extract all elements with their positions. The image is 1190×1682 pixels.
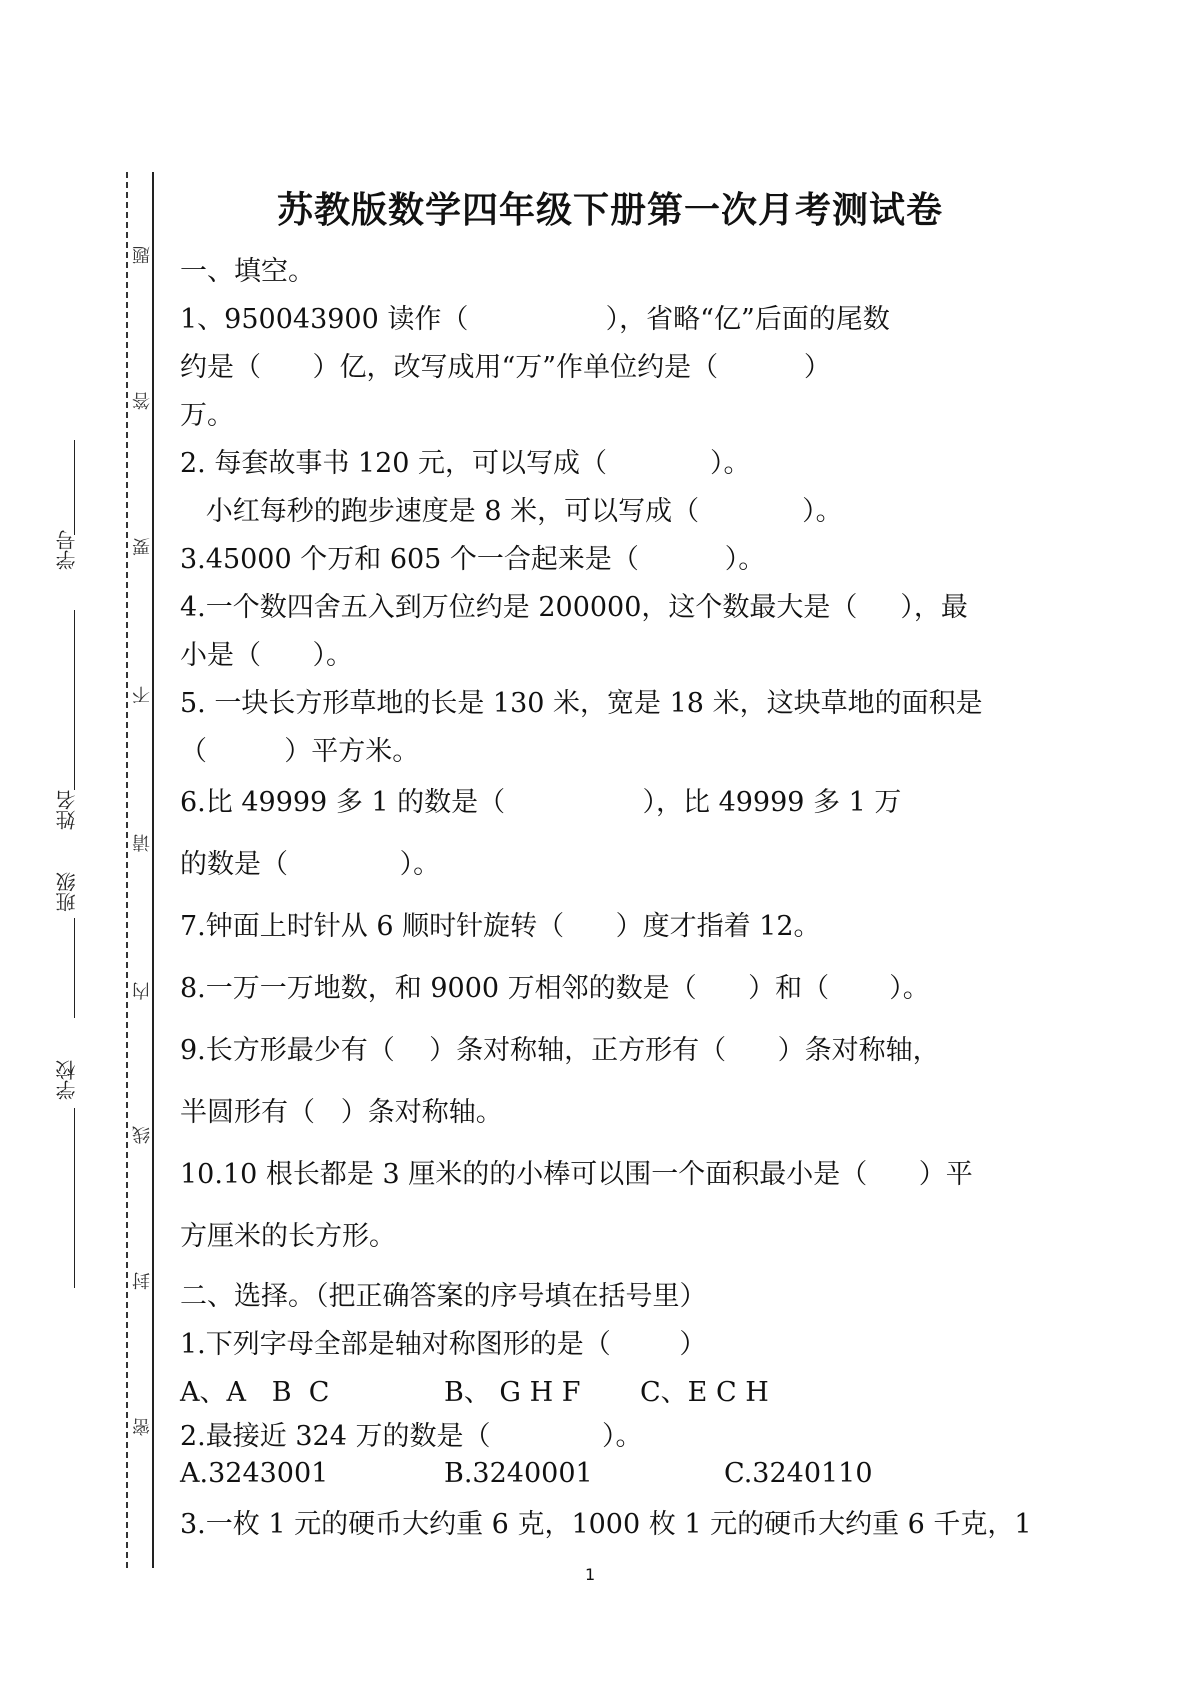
question-line: 3.45000 个万和 605 个一合起来是（ ）。	[180, 544, 766, 575]
student-id-label: 学号	[55, 530, 79, 570]
option-a: A.3243001	[180, 1458, 329, 1489]
class-label: 班级	[55, 872, 79, 912]
seal-char: 密	[132, 1418, 153, 1436]
option-b: B、 G H F	[444, 1377, 581, 1408]
seal-char: 内	[132, 982, 153, 1000]
name-line[interactable]	[74, 610, 75, 790]
class-line[interactable]	[74, 918, 75, 1018]
question-line: 4.一个数四舍五入到万位约是 200000，这个数最大是（ ），最	[180, 592, 968, 623]
question-line: 小红每秒的跑步速度是 8 米，可以写成（ ）。	[180, 496, 843, 527]
question-line: 小是（ ）。	[180, 640, 353, 671]
student-id-line[interactable]	[74, 440, 75, 535]
question-line: 1.下列字母全部是轴对称图形的是（ ）	[180, 1329, 707, 1360]
name-label: 姓名	[55, 790, 79, 830]
question-line: 约是（ ）亿，改写成用“万”作单位约是（ ）	[180, 352, 831, 383]
question-line: 半圆形有（ ）条对称轴。	[180, 1097, 503, 1128]
seal-char: 请	[132, 834, 153, 852]
question-line: （ ）平方米。	[180, 736, 420, 767]
question-line: 的数是（ ）。	[180, 849, 441, 880]
question-line: 8.一万一万地数，和 9000 万相邻的数是（ ）和（ ）。	[180, 973, 930, 1004]
question-line: 2. 每套故事书 120 元，可以写成（ ）。	[180, 448, 751, 479]
page-title: 苏教版数学四年级下册第一次月考测试卷	[276, 189, 943, 231]
school-line[interactable]	[74, 1108, 75, 1288]
option-a: A、A B C	[180, 1377, 330, 1408]
binding-dashed-line	[126, 172, 128, 1568]
page-number: 1	[585, 1565, 596, 1584]
seal-char: 不	[132, 686, 153, 704]
seal-char: 封	[132, 1272, 153, 1290]
option-b: B.3240001	[444, 1458, 593, 1489]
question-line: 5. 一块长方形草地的长是 130 米，宽是 18 米，这块草地的面积是	[180, 688, 983, 719]
question-line: 1、950043900 读作（ ），省略“亿”后面的尾数	[180, 304, 890, 335]
binding-solid-line	[152, 172, 154, 1568]
question-line: 6.比 49999 多 1 的数是（ ），比 49999 多 1 万	[180, 787, 902, 818]
question-line: 9.长方形最少有（ ）条对称轴，正方形有（ ）条对称轴，	[180, 1035, 940, 1066]
section2-heading: 二、选择。（把正确答案的序号填在括号里）	[180, 1281, 707, 1312]
question-line: 7.钟面上时针从 6 顺时针旋转（ ）度才指着 12。	[180, 911, 821, 942]
question-line: 3.一枚 1 元的硬币大约重 6 克，1000 枚 1 元的硬币大约重 6 千克，1	[180, 1509, 1032, 1540]
option-c: C.3240110	[724, 1458, 873, 1489]
seal-char: 答	[132, 392, 153, 410]
school-label: 学校	[55, 1060, 79, 1100]
seal-char: 线	[132, 1126, 153, 1144]
seal-char: 题	[132, 246, 153, 264]
question-line: 2.最接近 324 万的数是（ ）。	[180, 1421, 643, 1452]
option-c: C、E C H	[640, 1377, 769, 1408]
question-line: 方厘米的长方形。	[180, 1221, 396, 1252]
question-line: 万。	[180, 400, 234, 431]
section1-heading: 一、填空。	[180, 256, 315, 287]
seal-char: 要	[132, 538, 153, 556]
question-line: 10.10 根长都是 3 厘米的的小棒可以围一个面积最小是（ ）平	[180, 1159, 973, 1190]
